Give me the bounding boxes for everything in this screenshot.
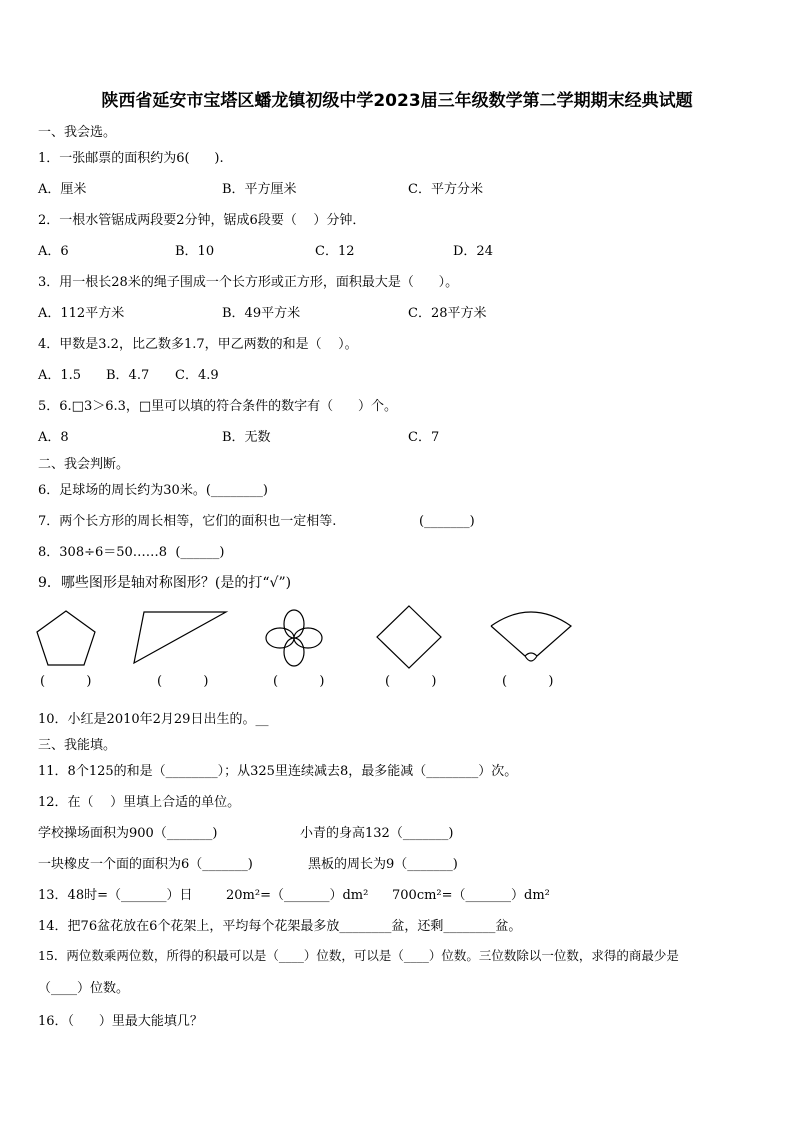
q2-option-a: A．6	[38, 244, 69, 259]
q9-answer-paren-5[interactable]: ( )	[502, 674, 554, 689]
section-heading-fill: 三、我能填。	[38, 738, 117, 753]
q3-option-b: B．49平方米	[222, 306, 301, 321]
q2-option-c: C．12	[315, 244, 355, 259]
fan-shape	[488, 608, 574, 666]
question-5: 5．6.□3＞6.3，□里可以填的符合条件的数字有（ ）个。	[38, 399, 397, 414]
q4-option-b: B．4.7	[106, 368, 150, 383]
q12-item-b: 小青的身高132（_______)	[300, 826, 454, 841]
q2-option-d: D．24	[453, 244, 493, 259]
question-16: 16．（ ）里最大能填几？	[38, 1014, 203, 1029]
section-heading-choice: 一、我会选。	[38, 125, 117, 140]
question-14: 14．把76盆花放在6个花架上，平均每个花架最多放________盆，还剩________盆。	[38, 919, 522, 934]
question-3: 3．用一根长28米的绳子围成一个长方形或正方形，面积最大是（ ）。	[38, 275, 459, 290]
q5-option-c: C．7	[408, 430, 440, 445]
q1-option-a: A．厘米	[38, 182, 87, 197]
q1-option-c: C．平方分米	[408, 182, 483, 197]
triangle-shape	[130, 608, 230, 668]
q12-item-a: 学校操场面积为900（_______)	[38, 826, 218, 841]
q9-answer-paren-1[interactable]: ( )	[40, 674, 92, 689]
q1-option-b: B．平方厘米	[222, 182, 297, 197]
q5-option-b: B．无数	[222, 430, 271, 445]
question-7: 7．两个长方形的周长相等，它们的面积也一定相等. (_______)	[38, 514, 475, 529]
diamond-shape	[374, 604, 444, 670]
q4-option-c: C．4.9	[175, 368, 219, 383]
q4-option-a: A．1.5	[38, 368, 82, 383]
question-4: 4．甲数是3.2，比乙数多1.7，甲乙两数的和是（ ）。	[38, 337, 358, 352]
q2-option-b: B．10	[175, 244, 215, 259]
q13-part-b: 20m²=（_______）dm²	[226, 888, 369, 903]
four-petal-flower-shape	[264, 608, 324, 668]
q13-part-c: 700cm²=（_______）dm²	[392, 888, 550, 903]
q9-answer-paren-3[interactable]: ( )	[273, 674, 325, 689]
question-9: 9．哪些图形是轴对称图形？(是的打“√”)	[38, 575, 292, 591]
question-15-line-2: （____）位数。	[38, 981, 130, 996]
q12-item-d: 黑板的周长为9（_______)	[308, 857, 458, 872]
question-2: 2．一根水管锯成两段要2分钟，锯成6段要（ ）分钟．	[38, 213, 366, 228]
question-15-line-1: 15．两位数乘两位数，所得的积最可以是（____）位数，可以是（____）位数。三位数除以一位数，求得的商最少是	[38, 948, 679, 963]
question-1: 1．一张邮票的面积约为6( ).	[38, 151, 224, 166]
pentagon-shape	[34, 608, 98, 668]
q3-option-c: C．28平方米	[408, 306, 487, 321]
question-6: 6．足球场的周长约为30米。(________)	[38, 483, 268, 498]
q13-part-a: 13．48时=（_______）日	[38, 888, 193, 903]
q9-answer-paren-2[interactable]: ( )	[157, 674, 209, 689]
question-12: 12．在（ ）里填上合适的单位。	[38, 795, 241, 810]
q3-option-a: A．112平方米	[38, 306, 125, 321]
page-title: 陕西省延安市宝塔区蟠龙镇初级中学2023届三年级数学第二学期期末经典试题	[101, 91, 693, 111]
q9-answer-paren-4[interactable]: ( )	[385, 674, 437, 689]
question-10: 10．小红是2010年2月29日出生的。__	[38, 712, 269, 727]
question-8: 8．308÷6＝50……8 (______)	[38, 545, 225, 560]
q12-item-c: 一块橡皮一个面的面积为6（_______)	[38, 857, 253, 872]
section-heading-judge: 二、我会判断。	[38, 457, 130, 472]
question-11: 11．8个125的和是（________）；从325里连续减去8，最多能减（________）次。	[38, 764, 518, 779]
q5-option-a: A．8	[38, 430, 69, 445]
